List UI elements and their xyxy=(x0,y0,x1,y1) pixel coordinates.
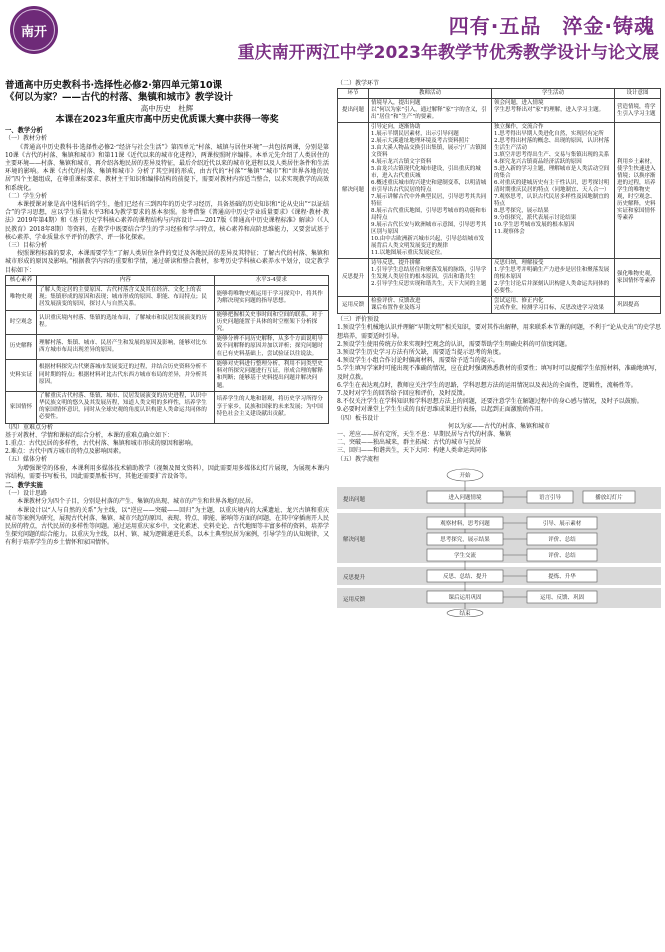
logo-ring xyxy=(13,9,55,51)
table-cell: 根据材料探究古代聚落城市发展变迁的过程，并结合历史资料分析不同时期的特点；根据材料对比古代东西方城市布局的差异，并分析其原因。 xyxy=(37,359,215,391)
eval-item: 7.及时对学生的回答给予回应和评价，及时反馈。 xyxy=(337,390,469,398)
eval-item: 3.预设学生历史学习方法有所欠缺，需要适当提示思考的角度。 xyxy=(337,349,505,357)
table-header: 教师活动 xyxy=(369,89,492,99)
flow-node-label: 引导、展示素材 xyxy=(542,520,582,527)
author: 高中历史 杜辉 xyxy=(140,104,194,113)
subsection-heading: （一）设计思路 xyxy=(5,490,48,498)
eval-item: 6.学生在表达观点时，教师应关注学生的思路，学科思想方法的运用情况以及表达的全面性，逻辑性，流畅性等。 xyxy=(337,381,637,389)
table-cell: 引导定向，逐渐协助 1.展示半期民居素材，出示引导问题 2.展示大溪遗址地理环境及考古资料照片 3.由大溪人物品交换引出集镇，展示宁厂古镇图文资料 4.展示龙兴古镇文字资料 5.由龙兴古镇现代化城市建设，引出重庆的城市，进入古代重庆城 6.概述重庆城市的兴建史和建制变革，以明清城市引导出古代民居的特点 7.展示讲解古代中外典型民居，引导思考其共同特征 8.展示古代重庆地图，引导思考城市的功能和布局特点 9.展示古代长安与欧洲城市示意图，引导思考其区别与原因 10.由中古欧洲新兴城市兴起，引导总结城市发展背后人类文明发展变迁的规律 11.以地图展示重庆发展定位。 xyxy=(369,123,492,259)
eval-item: 2.预设学生使用传统方位来实现时空观念的认识，需要帮助学生明确史料的可信度问题。 xyxy=(337,340,571,348)
subsection-heading: （五）教学流程 xyxy=(337,455,380,463)
paragraph: 本课授课对象是高中选科后的学生，他们已经有三到四年的历史学习经历，具备基础的历史知识和“论从史出”“以证结合”的学习思想，应以学生质量水平3和4为教学要求的基本参照。参考借鉴《普通高中历史学业质量要求》《课程·教材·教法》2019年第4期）和《基于历史学科核心素养的课程结构与内容设计——2017版《普通高中历史课程标准》解读》（《人民教育》2018年8期）等资料，在教学中既要结合学生的学习经验和学习特点，核心素养和高阶思维能力，又要尝试基于核心素养、学业质量水平评价的教学、评一体化探索。 xyxy=(5,201,329,241)
table-cell: 家国情怀 xyxy=(6,391,37,423)
table-cell: 能够分辨不同历史解释，从多个方面说明导致不同解释的原因并加以评析；探究问题时在已有史料基础上，尝试验证以往说法。 xyxy=(214,335,328,360)
flow-node-label: 反思、总结、提升 xyxy=(442,573,488,580)
table-header: 设计意图 xyxy=(615,89,661,99)
table-cell: 史料实证 xyxy=(6,359,37,391)
paragraph: 按照课程标准的要求，本课需要学生“了解人类居住条件的变迁及各地民居的差异及其特征；了解古代的村落、集镇和城市形成的原因及影响。”根据教学内容的重要和学情，通过研读和整合教材，参考历史学科核心素养水平划分，设定教学目标如下： xyxy=(5,250,329,274)
school-logo xyxy=(10,6,58,54)
table-row xyxy=(338,123,661,259)
paragraph: 本课教材分为四个子目，分别是村落的产生、集镇的出现、城市的产生和世界各地的民居。 xyxy=(17,498,258,506)
eval-item: 9.必要时对课堂上学生生成的良好思维成果进行表扬，以起到正面激励的作用。 xyxy=(337,406,547,414)
flow-stage-label: 提出问题 xyxy=(343,496,366,503)
table-row xyxy=(6,310,329,335)
table-cell: 诗导反思，提升拼解 1.引导学生总结居住和聚落发展的脉络，引导学生发现人类居住的根本原因，引出和谐共生 2.引导学生反思实现和谐共生，天下大同的主题 xyxy=(369,259,492,297)
steps-table xyxy=(337,88,661,314)
table-cell: 独立操作，交流合作 1.思考得出早期人类进化自然，实现居有定所 2.思考得出村落的概念、出现的原因，认识村落生活生产活动 3.填空并思考得出生产、交易与集镇出现的关系 4.探究龙兴古镇商品经济活跃的原因 5.进入新的学习主题，理解城市是人类活动空间的集合 6.对重庆的建城历史有主干性认识，思考探讨明清时期重庆民居的特点（同地制宜、天人合一） 7.观察思考，认识古代民居多样性及因地制宜的特点 8.思考探究，展示结果 9.分组探究，派代表展示讨论结果 10.学生思考城市发展的根本原因 11.观察体会 xyxy=(492,123,615,259)
flow-node-label: 提炼、升华 xyxy=(548,573,576,580)
subsection-heading: （二）教学环节 xyxy=(337,80,380,87)
table-cell: 情境导入，提出问题 以“何以为家”引入，通过解释“家”字的含义，引出“居住”和“生产”的要素。 xyxy=(369,99,492,123)
table-cell: 了解人类定居的主要原因、古代村落含义及其在经济、文化上的表现；集镇形成的原因和表现；城市形成的原因、职能、布局特点；民居发展演变的原因，探讨人与自然关系。 xyxy=(37,286,215,311)
table-cell: 解决问题 xyxy=(338,123,369,259)
doc-title-1: 普通高中历史教科书·选择性必修2·第四单元第10课 xyxy=(5,80,223,91)
board-line: 一、逆应——居有定所，天生不息：早期民居与古代的村落、集镇 xyxy=(337,431,512,439)
table-cell: 营造情境，将学生引入学习主题 xyxy=(615,99,661,123)
paragraph: 本课设计以“人与自然的关系”为主线，以“逆应——突破——回归”为主题，以重庆境内的大溪遗址、龙兴古镇和重庆城市等案例为研究，展现古代村落、集镇、城市兴起的原因、表现、特点、职能、影响等方面的问题，在其中穿插南开人民民居的特点，古代民居的多样性等问题。通过运用重庆家乡中，文化素述、史料史论、古代地图等丰富多样的资料，培养学生探究问题的综合能力。以重庆为主线，以村、镇、城为逻辑递进关系，以本土典型民居为案例，引导学生的认知规律，又有利于培养学生的乡土情怀和家国情怀。 xyxy=(5,506,330,547)
table-header: 水平3-4要求 xyxy=(214,275,328,285)
header-title-line2: 重庆南开两江中学2023年教学节优秀教学设计与论文展 xyxy=(237,43,659,63)
table-header: 核心素养 xyxy=(6,275,37,285)
section-heading: 一、教学分析 xyxy=(5,127,43,135)
board-title: 何以为家——古代的村落、集镇和城市 xyxy=(447,422,550,430)
table-row xyxy=(6,359,329,391)
table-cell: 利用乡土素材，使学生快速进入情境；以换序渐进的过程，培养学生的唯物史观，时空观念、历史解释，史料实证和家国情怀等素养 xyxy=(615,123,661,259)
flow-node-label: 观察材料，思考问题 xyxy=(440,520,490,527)
table-cell: 领会问题，进入情境 学生思考释出对“家”的理解，进入学习主题。 xyxy=(492,99,615,123)
table-cell: 培养学生的人地和谐观，将历史学习所得分享于家乡，民族和国家的未来发展；为中国特色社会主义建设献出贡献。 xyxy=(214,391,328,423)
board-line: 二、突破——独出城来，群主拓城：古代的城市与民居 xyxy=(337,439,482,447)
table-cell: 能够对史料进行整理分析，利用不同类型史料对所探究问题进行互证，形成合理的解释和判断；能够基于史料提出问题并解决问题。 xyxy=(214,359,328,391)
table-header: 学生活动 xyxy=(492,89,615,99)
eval-item: 5.学生填写学案时可能出现不准确的情况，应在此时强调熟悉教材的重要性；填写时可以提醒学生依照材料，准确地填写，及时点拨。 xyxy=(337,365,661,381)
flow-start-label: 开始 xyxy=(459,472,471,479)
table-cell: 时空观念 xyxy=(6,310,37,335)
award-line: 本课在2023年重庆市高中历史优质课大赛中获得一等奖 xyxy=(55,115,279,125)
table-cell: 检验评价、反馈改进 课后布置作业及练习 xyxy=(369,297,492,314)
subsection-heading: （四）板书设计 xyxy=(337,414,380,422)
objectives-table xyxy=(5,275,329,424)
logo-text: 南开 xyxy=(20,24,47,40)
subsection-heading: （三）评价预设 xyxy=(337,316,380,324)
subsection-heading: （二）学生分析 xyxy=(5,192,48,200)
table-cell: 历史解释 xyxy=(6,335,37,360)
eval-item: 1.预设学生机械地认识并理解“早期文明”相关知识，要对其作出解释，用来联系本节课的问题，不利于“论从史出”的史学思想培养，需要适时引导。 xyxy=(337,324,661,340)
table-cell: 理解村落、集镇、城市、民居产生和发展的原因及影响，能够对比东西方城市布局出现差异的原因。 xyxy=(37,335,215,360)
paragraph: 基于对教材、学情和课标的综合分析，本课的重难点确立如下： xyxy=(5,431,174,439)
teaching-flowchart xyxy=(337,467,661,617)
flow-node-label: 课后运用巩固 xyxy=(448,594,482,601)
table-row xyxy=(338,99,661,123)
flow-node-label: 评价、总结 xyxy=(548,536,576,543)
table-row xyxy=(6,335,329,360)
table-row xyxy=(338,297,661,314)
flow-stage-label: 解决问题 xyxy=(343,536,366,543)
eval-item: 8.不仅关注学生在学科知识和学科思想方法上的问题，还要注意学生在解题过程中的身心感与情况，及时予以鼓励。 xyxy=(337,398,643,406)
flow-end-label: 结束 xyxy=(459,610,471,617)
header-title-line1: 四有·五品 淬金·铸魂 xyxy=(448,14,655,38)
paragraph: 为增强课堂的体验，本课利用多媒体技术辅助教学（视频及图文资料），因此需要用多媒体幻灯片展现，为展现本课内容结构，需要书写板书，因此需要黑板书写，其他还需要扩音设备等。 xyxy=(5,464,329,480)
flow-stage-label: 反思提升 xyxy=(343,574,366,581)
section-heading: 二、教学实施 xyxy=(5,481,43,489)
table-cell: 唯物史观 xyxy=(6,286,37,311)
table-cell: 巩固提高 xyxy=(615,297,661,314)
table-cell: 反思归纳，理解接受 1.学生思考并明确生产力进步是居住和聚落发展的根本原因 2.学生讨论后并深刻认识构建人类命运共同体的必要性。 xyxy=(492,259,615,297)
board-line: 三、回归——和谐共生，天下大同：构建人类命运共同体 xyxy=(337,447,488,455)
table-row xyxy=(6,391,329,423)
table-cell: 尝试运用、修正内化 完成作业，检测学习目标，反思改进学习效果 xyxy=(492,297,615,314)
flow-stage-label: 运用反馈 xyxy=(343,596,366,603)
table-cell: 能够将唯物史观运用于学习探究中，将其作为解决现实问题的指导思想。 xyxy=(214,286,328,311)
table-header: 环节 xyxy=(338,89,369,99)
subsection-heading: （一）教材分析 xyxy=(5,135,48,143)
table-cell: 提出问题 xyxy=(338,99,369,123)
table-cell: 认识重庆境内村落、集镇的选址布局，了解城市和民居发展演变的历程。 xyxy=(37,310,215,335)
table-cell: 反思提升 xyxy=(338,259,369,297)
table-row xyxy=(6,286,329,311)
subsection-heading: （四）重难点分析 xyxy=(5,423,54,431)
doc-title-2: 《何以为家？——古代的村落、集镇和城市》教学设计 xyxy=(5,92,234,103)
table-cell: 强化唯物史观，家国情怀等素养 xyxy=(615,259,661,297)
paragraph: 《普通高中历史教科书·选择性必修2·“经济与社会生活”》第四单元“村落、城镇与居住环境”一共包括两课，分别是第10课《古代的村落、集镇和城市》和第11课《近代以来的城市化进程》，两课按照时序编排。本单元先介绍了人类居住的主要环境——村落、集镇和城市，再介绍各地民居的差异及特征，最后介绍近代以来的城市化进程以及人类居住条件和生活环境的影响。本课《古代的村落、集镇和城市》分析了其空间的形成，由古代的“村落”“集镇”“城市”和“世界各地的民居”四个主题组成，在尊重课标要求、教材主干知识和编排结构的前提下，需要对教材内容适当整合，以求实现教学的高效和系统化。 xyxy=(5,143,330,192)
flow-node-label: 评价、总结 xyxy=(548,552,576,559)
table-cell: 运用反馈 xyxy=(338,297,369,314)
flow-node-label: 进入问题情境 xyxy=(448,494,482,501)
subsection-heading: （三）目标分析 xyxy=(5,242,48,250)
flow-node-label: 语言引导 xyxy=(538,494,562,501)
paragraph: 2.难点：古代中西方城市的特点及影响因素。 xyxy=(5,448,125,456)
flow-node-label: 运用、反馈、巩固 xyxy=(539,594,585,601)
table-cell: 能够把握相关史事时间和空间的联系，对于历史问题能置于具体的时空框架下分析探究。 xyxy=(214,310,328,335)
subsection-heading: （五）媒体分析 xyxy=(5,456,48,464)
table-header: 内容 xyxy=(37,275,215,285)
flow-node-label: 思考探究，展示结果 xyxy=(440,536,490,543)
flow-node-label: 播放幻灯片 xyxy=(595,494,623,501)
right-column xyxy=(337,80,661,620)
eval-item: 4.预设学生小组合作讨论时偏离材料，需要给予适当的提示。 xyxy=(337,357,499,365)
table-cell: 了解重庆古代村落、集镇、城市、民居发展演变的历史进程，认识中华民族文明的悠久及其发展历程，知道人类文明的多样性，培养学生的家国情怀意识，同时从全球史观的角度认识构建人类命运共同体的必要性。 xyxy=(37,391,215,423)
left-column xyxy=(5,80,329,548)
flow-node-label: 学生交流 xyxy=(453,552,477,559)
table-row xyxy=(338,259,661,297)
paragraph: 1.重点：古代民居的多样性，古代村落、集镇和城市形成的原因和影响。 xyxy=(5,439,197,447)
page-header xyxy=(0,0,665,72)
